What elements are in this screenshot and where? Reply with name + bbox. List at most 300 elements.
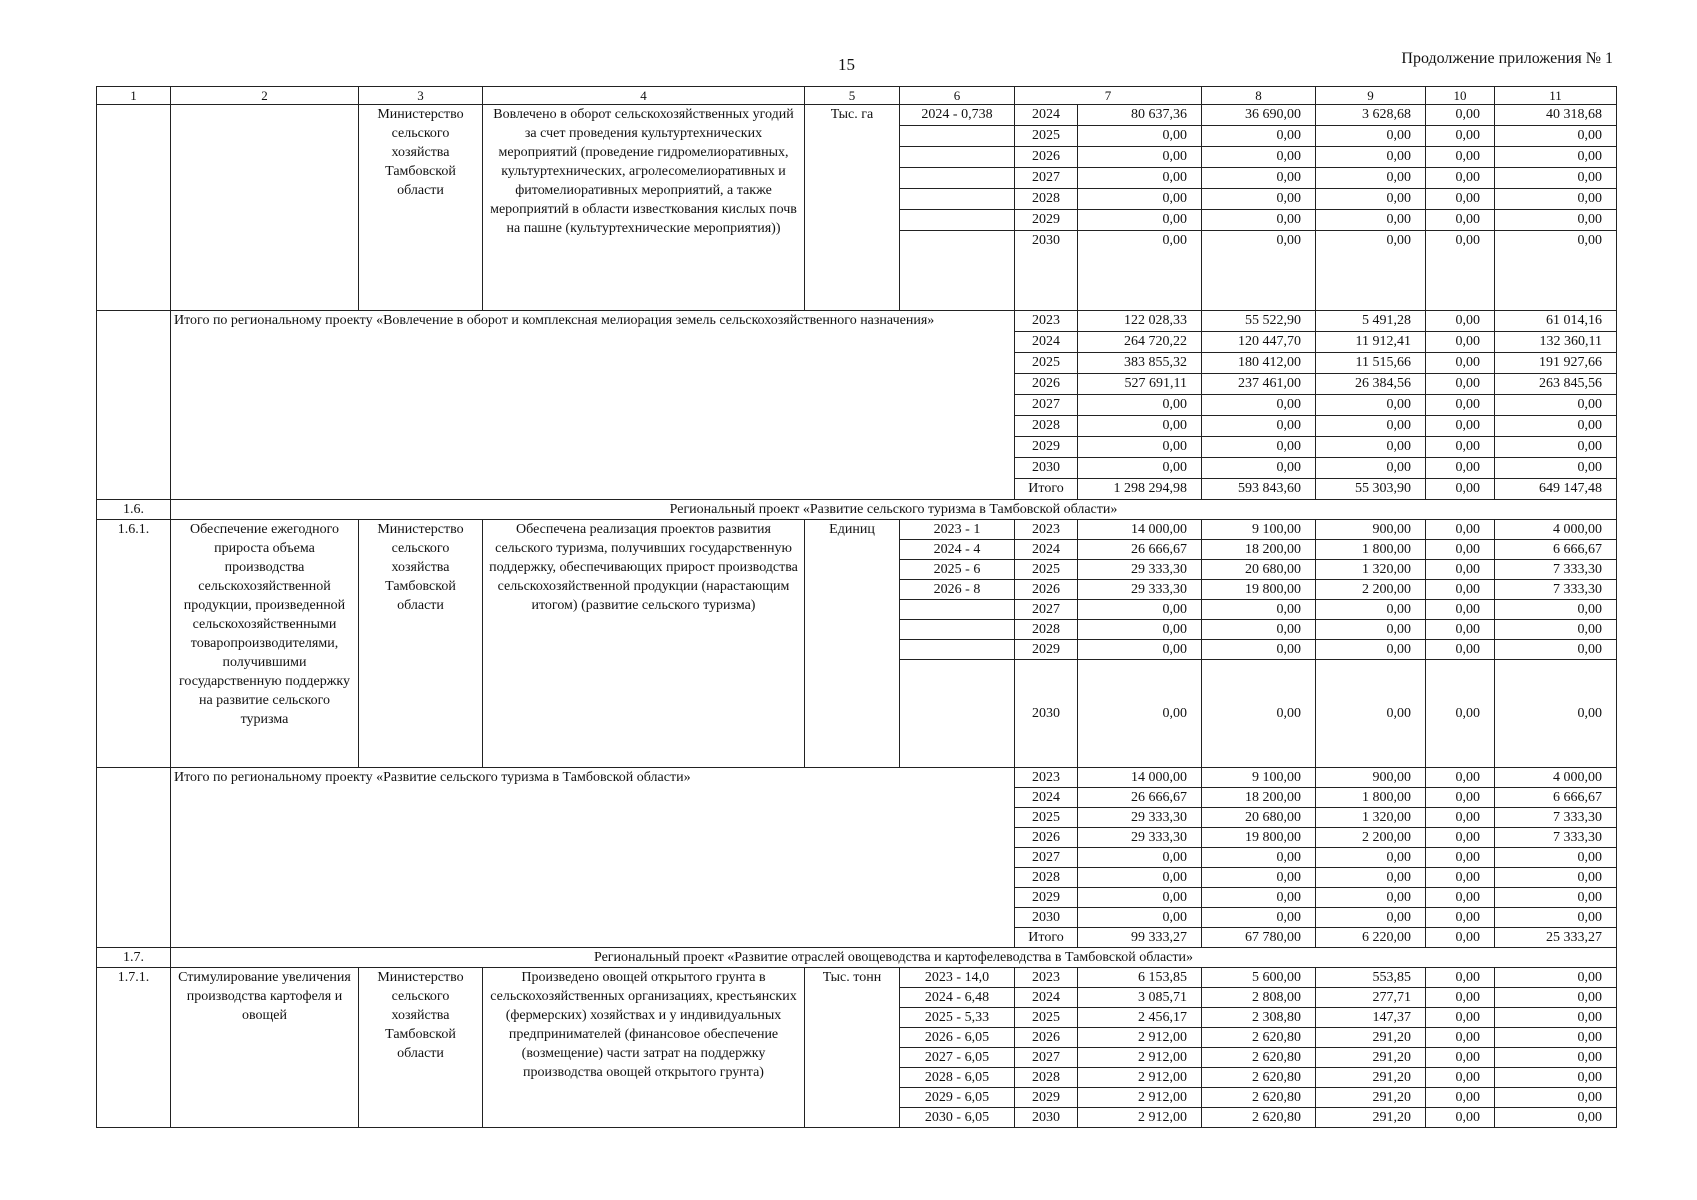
amount-cell: 20 680,00 bbox=[1202, 560, 1316, 580]
amount-cell: 0,00 bbox=[1202, 231, 1316, 311]
col-header: 5 bbox=[805, 87, 900, 105]
amount-cell: 0,00 bbox=[1202, 189, 1316, 210]
amount-cell: 0,00 bbox=[1426, 640, 1495, 660]
result-cell: Произведено овощей открытого грунта в сельскохозяйственных организациях, крестьянских (фермерских) хозяйствах и у индивидуальных предпринимателей (финансовое обеспечение (возмещение) части затрат на поддержку производства овощей открытого грунта) bbox=[483, 968, 805, 1128]
table-row bbox=[97, 311, 1617, 332]
target-cell bbox=[900, 189, 1015, 210]
amount-cell: 0,00 bbox=[1426, 105, 1495, 126]
amount-cell: 0,00 bbox=[1426, 353, 1495, 374]
amount-cell: 7 333,30 bbox=[1495, 808, 1617, 828]
amount-cell: 0,00 bbox=[1426, 479, 1495, 500]
year-cell: 2030 bbox=[1015, 660, 1078, 768]
col-header: 6 bbox=[900, 87, 1015, 105]
year-cell: 2025 bbox=[1015, 1008, 1078, 1028]
amount-cell: 0,00 bbox=[1495, 848, 1617, 868]
col-header: 11 bbox=[1495, 87, 1617, 105]
year-cell: 2023 bbox=[1015, 768, 1078, 788]
amount-cell: 0,00 bbox=[1316, 210, 1426, 231]
amount-cell: 0,00 bbox=[1426, 189, 1495, 210]
amount-cell: 0,00 bbox=[1495, 1028, 1617, 1048]
amount-cell: 11 912,41 bbox=[1316, 332, 1426, 353]
year-cell: 2025 bbox=[1015, 560, 1078, 580]
target-cell: 2023 - 1 bbox=[900, 520, 1015, 540]
amount-cell: 19 800,00 bbox=[1202, 580, 1316, 600]
amount-cell: 0,00 bbox=[1202, 147, 1316, 168]
amount-cell: 0,00 bbox=[1316, 888, 1426, 908]
amount-cell: 5 600,00 bbox=[1202, 968, 1316, 988]
empty-cell bbox=[97, 311, 171, 500]
amount-cell: 0,00 bbox=[1495, 600, 1617, 620]
amount-cell: 0,00 bbox=[1316, 908, 1426, 928]
amount-cell: 0,00 bbox=[1426, 395, 1495, 416]
target-cell bbox=[900, 620, 1015, 640]
amount-cell: 0,00 bbox=[1426, 968, 1495, 988]
amount-cell: 0,00 bbox=[1495, 147, 1617, 168]
amount-cell: 0,00 bbox=[1316, 660, 1426, 768]
item-name: Стимулирование увеличения производства картофеля и овощей bbox=[171, 968, 359, 1128]
amount-cell: 9 100,00 bbox=[1202, 768, 1316, 788]
year-cell: 2028 bbox=[1015, 868, 1078, 888]
amount-cell: 26 666,67 bbox=[1078, 540, 1202, 560]
amount-cell: 0,00 bbox=[1495, 395, 1617, 416]
target-cell bbox=[900, 147, 1015, 168]
amount-cell: 0,00 bbox=[1426, 416, 1495, 437]
amount-cell: 0,00 bbox=[1426, 868, 1495, 888]
amount-cell: 122 028,33 bbox=[1078, 311, 1202, 332]
amount-cell: 0,00 bbox=[1495, 189, 1617, 210]
amount-cell: 0,00 bbox=[1426, 311, 1495, 332]
amount-cell: 0,00 bbox=[1078, 640, 1202, 660]
amount-cell: 291,20 bbox=[1316, 1088, 1426, 1108]
amount-cell: 0,00 bbox=[1495, 168, 1617, 189]
amount-cell: 0,00 bbox=[1078, 908, 1202, 928]
target-cell bbox=[900, 231, 1015, 311]
amount-cell: 7 333,30 bbox=[1495, 580, 1617, 600]
amount-cell: 291,20 bbox=[1316, 1028, 1426, 1048]
amount-cell: 0,00 bbox=[1426, 520, 1495, 540]
table-row bbox=[97, 968, 1617, 988]
amount-cell: 0,00 bbox=[1202, 168, 1316, 189]
table-row bbox=[97, 105, 1617, 126]
target-cell bbox=[900, 660, 1015, 768]
amount-cell: 191 927,66 bbox=[1495, 353, 1617, 374]
amount-cell: 1 800,00 bbox=[1316, 540, 1426, 560]
target-cell bbox=[900, 126, 1015, 147]
amount-cell: 36 690,00 bbox=[1202, 105, 1316, 126]
amount-cell: 0,00 bbox=[1426, 1048, 1495, 1068]
amount-cell: 0,00 bbox=[1078, 437, 1202, 458]
amount-cell: 0,00 bbox=[1426, 1108, 1495, 1128]
amount-cell: 120 447,70 bbox=[1202, 332, 1316, 353]
amount-cell: 0,00 bbox=[1078, 168, 1202, 189]
amount-cell: 383 855,32 bbox=[1078, 353, 1202, 374]
amount-cell: 0,00 bbox=[1078, 868, 1202, 888]
target-cell: 2026 - 6,05 bbox=[900, 1028, 1015, 1048]
amount-cell: 80 637,36 bbox=[1078, 105, 1202, 126]
table-row bbox=[97, 948, 1617, 968]
year-cell: 2024 bbox=[1015, 332, 1078, 353]
amount-cell: 0,00 bbox=[1078, 147, 1202, 168]
amount-cell: 0,00 bbox=[1426, 888, 1495, 908]
target-cell: 2025 - 5,33 bbox=[900, 1008, 1015, 1028]
amount-cell: 0,00 bbox=[1078, 848, 1202, 868]
amount-cell: 0,00 bbox=[1078, 189, 1202, 210]
amount-cell: 553,85 bbox=[1316, 968, 1426, 988]
amount-cell: 55 522,90 bbox=[1202, 311, 1316, 332]
year-cell: Итого bbox=[1015, 928, 1078, 948]
amount-cell: 0,00 bbox=[1078, 126, 1202, 147]
amount-cell: 0,00 bbox=[1078, 660, 1202, 768]
section-number: 1.6. bbox=[97, 500, 171, 520]
table-row bbox=[97, 87, 1617, 105]
amount-cell: 26 384,56 bbox=[1316, 374, 1426, 395]
continuation-label: Продолжение приложения № 1 bbox=[1401, 50, 1613, 67]
amount-cell: 900,00 bbox=[1316, 768, 1426, 788]
amount-cell: 0,00 bbox=[1495, 908, 1617, 928]
amount-cell: 0,00 bbox=[1426, 437, 1495, 458]
amount-cell: 29 333,30 bbox=[1078, 808, 1202, 828]
amount-cell: 2 308,80 bbox=[1202, 1008, 1316, 1028]
amount-cell: 237 461,00 bbox=[1202, 374, 1316, 395]
amount-cell: 2 912,00 bbox=[1078, 1028, 1202, 1048]
amount-cell: 29 333,30 bbox=[1078, 828, 1202, 848]
amount-cell: 0,00 bbox=[1202, 660, 1316, 768]
year-cell: 2023 bbox=[1015, 968, 1078, 988]
amount-cell: 6 666,67 bbox=[1495, 540, 1617, 560]
amount-cell: 291,20 bbox=[1316, 1048, 1426, 1068]
amount-cell: 0,00 bbox=[1495, 416, 1617, 437]
ministry-cell: Министерство сельского хозяйства Тамбовской области bbox=[359, 968, 483, 1128]
amount-cell: 0,00 bbox=[1078, 888, 1202, 908]
amount-cell: 0,00 bbox=[1202, 395, 1316, 416]
amount-cell: 19 800,00 bbox=[1202, 828, 1316, 848]
year-cell: 2025 bbox=[1015, 808, 1078, 828]
amount-cell: 2 620,80 bbox=[1202, 1028, 1316, 1048]
amount-cell: 0,00 bbox=[1316, 868, 1426, 888]
year-cell: 2025 bbox=[1015, 353, 1078, 374]
amount-cell: 2 620,80 bbox=[1202, 1108, 1316, 1128]
col-header: 2 bbox=[171, 87, 359, 105]
year-cell: 2026 bbox=[1015, 580, 1078, 600]
amount-cell: 0,00 bbox=[1495, 126, 1617, 147]
amount-cell: 593 843,60 bbox=[1202, 479, 1316, 500]
year-cell: 2030 bbox=[1015, 231, 1078, 311]
amount-cell: 7 333,30 bbox=[1495, 828, 1617, 848]
year-cell: 2028 bbox=[1015, 189, 1078, 210]
amount-cell: 0,00 bbox=[1495, 1108, 1617, 1128]
amount-cell: 0,00 bbox=[1202, 620, 1316, 640]
target-cell: 2024 - 0,738 bbox=[900, 105, 1015, 126]
amount-cell: 6 153,85 bbox=[1078, 968, 1202, 988]
empty-cell bbox=[97, 768, 171, 948]
amount-cell: 0,00 bbox=[1316, 126, 1426, 147]
year-cell: 2024 bbox=[1015, 788, 1078, 808]
year-cell: 2028 bbox=[1015, 1068, 1078, 1088]
amount-cell: 527 691,11 bbox=[1078, 374, 1202, 395]
amount-cell: 0,00 bbox=[1495, 458, 1617, 479]
empty-cell bbox=[97, 105, 171, 311]
year-cell: 2027 bbox=[1015, 168, 1078, 189]
amount-cell: 0,00 bbox=[1426, 908, 1495, 928]
amount-cell: 1 320,00 bbox=[1316, 808, 1426, 828]
section-number: 1.7. bbox=[97, 948, 171, 968]
amount-cell: 0,00 bbox=[1495, 1048, 1617, 1068]
amount-cell: 277,71 bbox=[1316, 988, 1426, 1008]
col-header: 9 bbox=[1316, 87, 1426, 105]
amount-cell: 3 628,68 bbox=[1316, 105, 1426, 126]
amount-cell: 0,00 bbox=[1495, 888, 1617, 908]
amount-cell: 99 333,27 bbox=[1078, 928, 1202, 948]
amount-cell: 0,00 bbox=[1495, 968, 1617, 988]
target-cell bbox=[900, 600, 1015, 620]
year-cell: Итого bbox=[1015, 479, 1078, 500]
amount-cell: 0,00 bbox=[1426, 126, 1495, 147]
target-cell: 2029 - 6,05 bbox=[900, 1088, 1015, 1108]
amount-cell: 3 085,71 bbox=[1078, 988, 1202, 1008]
amount-cell: 0,00 bbox=[1495, 868, 1617, 888]
amount-cell: 0,00 bbox=[1495, 210, 1617, 231]
amount-cell: 29 333,30 bbox=[1078, 560, 1202, 580]
col-header: 1 bbox=[97, 87, 171, 105]
amount-cell: 264 720,22 bbox=[1078, 332, 1202, 353]
amount-cell: 20 680,00 bbox=[1202, 808, 1316, 828]
amount-cell: 0,00 bbox=[1426, 600, 1495, 620]
amount-cell: 0,00 bbox=[1202, 210, 1316, 231]
col-header: 10 bbox=[1426, 87, 1495, 105]
amount-cell: 0,00 bbox=[1202, 640, 1316, 660]
col-header: 3 bbox=[359, 87, 483, 105]
year-cell: 2023 bbox=[1015, 311, 1078, 332]
amount-cell: 0,00 bbox=[1202, 437, 1316, 458]
target-cell: 2024 - 6,48 bbox=[900, 988, 1015, 1008]
amount-cell: 18 200,00 bbox=[1202, 788, 1316, 808]
target-cell: 2030 - 6,05 bbox=[900, 1108, 1015, 1128]
target-cell: 2023 - 14,0 bbox=[900, 968, 1015, 988]
amount-cell: 0,00 bbox=[1426, 1008, 1495, 1028]
empty-cell bbox=[171, 105, 359, 311]
amount-cell: 0,00 bbox=[1426, 828, 1495, 848]
amount-cell: 0,00 bbox=[1202, 888, 1316, 908]
table-row bbox=[97, 768, 1617, 788]
col-header: 8 bbox=[1202, 87, 1316, 105]
year-cell: 2023 bbox=[1015, 520, 1078, 540]
amount-cell: 6 666,67 bbox=[1495, 788, 1617, 808]
amount-cell: 0,00 bbox=[1202, 600, 1316, 620]
amount-cell: 0,00 bbox=[1426, 1028, 1495, 1048]
amount-cell: 0,00 bbox=[1426, 210, 1495, 231]
amount-cell: 0,00 bbox=[1426, 147, 1495, 168]
target-cell bbox=[900, 210, 1015, 231]
year-cell: 2030 bbox=[1015, 458, 1078, 479]
amount-cell: 0,00 bbox=[1202, 868, 1316, 888]
target-cell: 2026 - 8 bbox=[900, 580, 1015, 600]
amount-cell: 4 000,00 bbox=[1495, 520, 1617, 540]
amount-cell: 11 515,66 bbox=[1316, 353, 1426, 374]
unit-cell: Тыс. тонн bbox=[805, 968, 900, 1128]
data-table bbox=[96, 86, 1617, 1128]
year-cell: 2027 bbox=[1015, 848, 1078, 868]
amount-cell: 0,00 bbox=[1426, 848, 1495, 868]
amount-cell: 0,00 bbox=[1078, 395, 1202, 416]
col-header: 7 bbox=[1015, 87, 1202, 105]
amount-cell: 2 200,00 bbox=[1316, 828, 1426, 848]
amount-cell: 26 666,67 bbox=[1078, 788, 1202, 808]
amount-cell: 2 808,00 bbox=[1202, 988, 1316, 1008]
year-cell: 2029 bbox=[1015, 640, 1078, 660]
amount-cell: 0,00 bbox=[1316, 848, 1426, 868]
amount-cell: 0,00 bbox=[1202, 848, 1316, 868]
amount-cell: 0,00 bbox=[1426, 332, 1495, 353]
amount-cell: 0,00 bbox=[1202, 126, 1316, 147]
amount-cell: 0,00 bbox=[1495, 437, 1617, 458]
amount-cell: 18 200,00 bbox=[1202, 540, 1316, 560]
item-number: 1.6.1. bbox=[97, 520, 171, 768]
amount-cell: 2 200,00 bbox=[1316, 580, 1426, 600]
amount-cell: 0,00 bbox=[1426, 540, 1495, 560]
amount-cell: 7 333,30 bbox=[1495, 560, 1617, 580]
amount-cell: 0,00 bbox=[1426, 788, 1495, 808]
target-cell bbox=[900, 168, 1015, 189]
amount-cell: 2 620,80 bbox=[1202, 1068, 1316, 1088]
amount-cell: 0,00 bbox=[1426, 374, 1495, 395]
amount-cell: 67 780,00 bbox=[1202, 928, 1316, 948]
amount-cell: 0,00 bbox=[1202, 908, 1316, 928]
amount-cell: 2 912,00 bbox=[1078, 1088, 1202, 1108]
amount-cell: 0,00 bbox=[1426, 1088, 1495, 1108]
amount-cell: 0,00 bbox=[1426, 458, 1495, 479]
amount-cell: 55 303,90 bbox=[1316, 479, 1426, 500]
total-label: Итого по региональному проекту «Вовлечение в оборот и комплексная мелиорация земель сельскохозяйственного назначения» bbox=[171, 311, 1015, 500]
amount-cell: 4 000,00 bbox=[1495, 768, 1617, 788]
amount-cell: 1 800,00 bbox=[1316, 788, 1426, 808]
amount-cell: 0,00 bbox=[1316, 231, 1426, 311]
amount-cell: 900,00 bbox=[1316, 520, 1426, 540]
amount-cell: 0,00 bbox=[1078, 458, 1202, 479]
year-cell: 2029 bbox=[1015, 1088, 1078, 1108]
section-title: Региональный проект «Развитие отраслей овощеводства и картофелеводства в Тамбовской области» bbox=[171, 948, 1617, 968]
amount-cell: 0,00 bbox=[1495, 620, 1617, 640]
ministry-cell: Министерство сельского хозяйства Тамбовской области bbox=[359, 105, 483, 311]
amount-cell: 5 491,28 bbox=[1316, 311, 1426, 332]
amount-cell: 0,00 bbox=[1202, 416, 1316, 437]
amount-cell: 291,20 bbox=[1316, 1108, 1426, 1128]
amount-cell: 2 620,80 bbox=[1202, 1088, 1316, 1108]
year-cell: 2029 bbox=[1015, 437, 1078, 458]
target-cell bbox=[900, 640, 1015, 660]
amount-cell: 14 000,00 bbox=[1078, 520, 1202, 540]
total-label: Итого по региональному проекту «Развитие сельского туризма в Тамбовской области» bbox=[171, 768, 1015, 948]
target-cell: 2028 - 6,05 bbox=[900, 1068, 1015, 1088]
year-cell: 2030 bbox=[1015, 1108, 1078, 1128]
amount-cell: 132 360,11 bbox=[1495, 332, 1617, 353]
target-cell: 2024 - 4 bbox=[900, 540, 1015, 560]
amount-cell: 6 220,00 bbox=[1316, 928, 1426, 948]
amount-cell: 0,00 bbox=[1426, 560, 1495, 580]
year-cell: 2025 bbox=[1015, 126, 1078, 147]
amount-cell: 0,00 bbox=[1078, 210, 1202, 231]
amount-cell: 0,00 bbox=[1495, 1008, 1617, 1028]
amount-cell: 0,00 bbox=[1426, 231, 1495, 311]
year-cell: 2027 bbox=[1015, 600, 1078, 620]
amount-cell: 1 298 294,98 bbox=[1078, 479, 1202, 500]
year-cell: 2028 bbox=[1015, 416, 1078, 437]
amount-cell: 9 100,00 bbox=[1202, 520, 1316, 540]
amount-cell: 0,00 bbox=[1426, 1068, 1495, 1088]
amount-cell: 0,00 bbox=[1078, 231, 1202, 311]
ministry-cell: Министерство сельского хозяйства Тамбовской области bbox=[359, 520, 483, 768]
year-cell: 2027 bbox=[1015, 395, 1078, 416]
amount-cell: 0,00 bbox=[1316, 147, 1426, 168]
year-cell: 2024 bbox=[1015, 988, 1078, 1008]
amount-cell: 0,00 bbox=[1495, 640, 1617, 660]
amount-cell: 2 912,00 bbox=[1078, 1068, 1202, 1088]
amount-cell: 1 320,00 bbox=[1316, 560, 1426, 580]
amount-cell: 0,00 bbox=[1495, 231, 1617, 311]
amount-cell: 0,00 bbox=[1495, 660, 1617, 768]
year-cell: 2029 bbox=[1015, 210, 1078, 231]
page-number: 15 bbox=[838, 55, 855, 74]
unit-cell: Единиц bbox=[805, 520, 900, 768]
table-row bbox=[97, 520, 1617, 540]
amount-cell: 25 333,27 bbox=[1495, 928, 1617, 948]
year-cell: 2029 bbox=[1015, 888, 1078, 908]
amount-cell: 0,00 bbox=[1495, 988, 1617, 1008]
amount-cell: 14 000,00 bbox=[1078, 768, 1202, 788]
year-cell: 2026 bbox=[1015, 147, 1078, 168]
col-header: 4 bbox=[483, 87, 805, 105]
target-cell: 2025 - 6 bbox=[900, 560, 1015, 580]
amount-cell: 2 912,00 bbox=[1078, 1108, 1202, 1128]
section-title: Региональный проект «Развитие сельского туризма в Тамбовской области» bbox=[171, 500, 1617, 520]
item-name: Обеспечение ежегодного прироста объема производства сельскохозяйственной продукции, произведенной сельскохозяйственными товаропроизводителями, получившими государственную поддержку на развитие сельского туризма bbox=[171, 520, 359, 768]
amount-cell: 2 456,17 bbox=[1078, 1008, 1202, 1028]
amount-cell: 2 620,80 bbox=[1202, 1048, 1316, 1068]
year-cell: 2027 bbox=[1015, 1048, 1078, 1068]
table-row bbox=[97, 500, 1617, 520]
item-number: 1.7.1. bbox=[97, 968, 171, 1128]
amount-cell: 0,00 bbox=[1316, 437, 1426, 458]
target-cell: 2027 - 6,05 bbox=[900, 1048, 1015, 1068]
amount-cell: 0,00 bbox=[1426, 620, 1495, 640]
amount-cell: 0,00 bbox=[1426, 660, 1495, 768]
amount-cell: 0,00 bbox=[1316, 395, 1426, 416]
amount-cell: 0,00 bbox=[1426, 928, 1495, 948]
amount-cell: 0,00 bbox=[1202, 458, 1316, 479]
unit-cell: Тыс. га bbox=[805, 105, 900, 311]
amount-cell: 29 333,30 bbox=[1078, 580, 1202, 600]
year-cell: 2030 bbox=[1015, 908, 1078, 928]
amount-cell: 0,00 bbox=[1316, 640, 1426, 660]
amount-cell: 0,00 bbox=[1495, 1068, 1617, 1088]
year-cell: 2026 bbox=[1015, 374, 1078, 395]
year-cell: 2026 bbox=[1015, 828, 1078, 848]
amount-cell: 2 912,00 bbox=[1078, 1048, 1202, 1068]
amount-cell: 0,00 bbox=[1316, 416, 1426, 437]
amount-cell: 40 318,68 bbox=[1495, 105, 1617, 126]
amount-cell: 0,00 bbox=[1078, 416, 1202, 437]
year-cell: 2024 bbox=[1015, 540, 1078, 560]
amount-cell: 147,37 bbox=[1316, 1008, 1426, 1028]
year-cell: 2024 bbox=[1015, 105, 1078, 126]
amount-cell: 291,20 bbox=[1316, 1068, 1426, 1088]
amount-cell: 0,00 bbox=[1495, 1088, 1617, 1108]
amount-cell: 0,00 bbox=[1316, 600, 1426, 620]
amount-cell: 0,00 bbox=[1426, 988, 1495, 1008]
amount-cell: 180 412,00 bbox=[1202, 353, 1316, 374]
year-cell: 2026 bbox=[1015, 1028, 1078, 1048]
amount-cell: 0,00 bbox=[1426, 580, 1495, 600]
amount-cell: 0,00 bbox=[1316, 189, 1426, 210]
